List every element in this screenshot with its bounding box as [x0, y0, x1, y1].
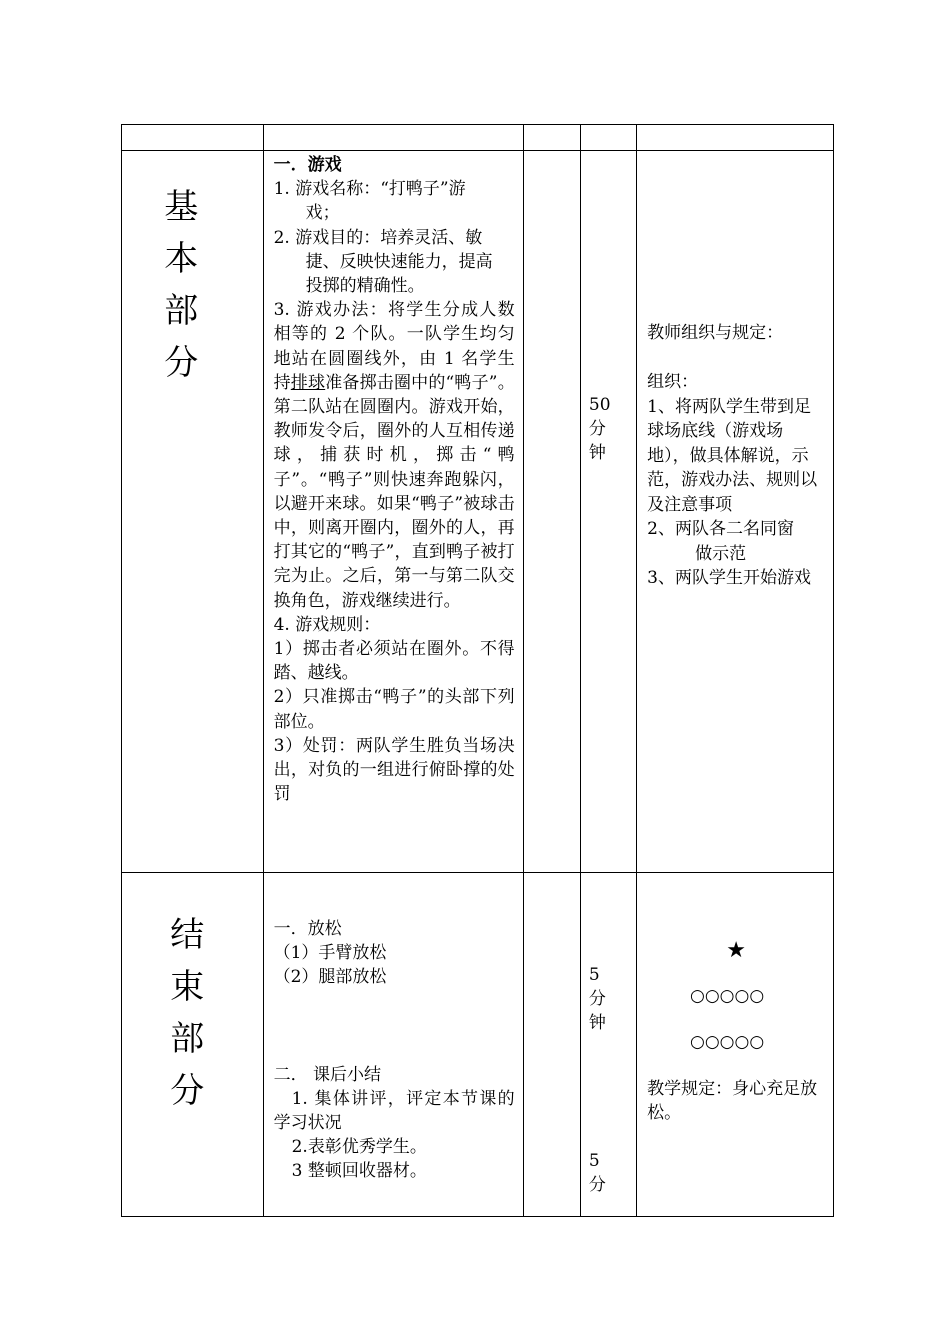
- game-purpose-item: 2. 游戏目的：培养灵活、敏: [273, 227, 483, 248]
- org-item: 2、两队各二名同窗: [647, 519, 794, 539]
- label-char: 结: [170, 915, 205, 955]
- ending-content-cell: [263, 873, 523, 1217]
- game-purpose-cont: 捷、反映快速能力，提高: [305, 251, 493, 272]
- ending-org-cell: [637, 873, 834, 1217]
- teacher-star-icon: ★: [726, 938, 746, 963]
- time-text: 5: [588, 1151, 600, 1171]
- time-text: 分: [588, 419, 606, 439]
- summary-item: 1. 集体讲评，评定本节课的学习状况: [273, 1088, 515, 1134]
- label-char: 部: [170, 1019, 205, 1059]
- relax-item: （1）手臂放松: [273, 943, 387, 964]
- basic-section-label: [122, 151, 264, 873]
- basic-content-cell: [263, 151, 523, 873]
- game-heading: 一．游戏: [273, 155, 342, 175]
- time-text: 分: [588, 989, 606, 1009]
- time-text: 50: [588, 395, 611, 415]
- blank-cell: [523, 151, 580, 873]
- game-rules-title: 4. 游戏规则：: [273, 614, 381, 635]
- org-subtitle: 组织：: [647, 372, 699, 392]
- ending-time-cell: [580, 873, 636, 1217]
- time-text: 分: [588, 1175, 606, 1195]
- game-method: 3. 游戏办法：将学生分成人数相等的 2 个队。一队学生均匀地站在圆圈线外，由 1 名学生持排球准备掷击圈中的“鸭子”。第二队站在圆圈内。游戏开始，教师发令后，圈外的人互相传递球，捕获时机，掷击“鸭子”。“鸭子”则快速奔跑躲闪，以避开来球。如果“鸭子”被球击中，则离开圈内，圈外的人，再打其它的“鸭子”，直到鸭子被打完为止。之后，第一与第二队交换角色，游戏继续进行。: [273, 300, 515, 611]
- lesson-plan-table: [121, 124, 834, 1217]
- blank-cell: [523, 873, 580, 1217]
- header-cell: [523, 125, 580, 151]
- game-rule: 1）掷击者必须站在圈外。不得踏、越线。: [273, 639, 515, 684]
- summary-item: 2.表彰优秀学生。: [291, 1137, 427, 1158]
- game-name-item: 1. 游戏名称：“打鸭子”游: [273, 179, 466, 200]
- label-char: 分: [170, 1071, 205, 1111]
- org-item: 3、两队学生开始游戏: [647, 568, 811, 588]
- game-purpose-cont: 投掷的精确性。: [305, 276, 425, 297]
- teaching-rule: 教学规定：身心充足放松。: [647, 1078, 818, 1123]
- basic-section-row: [122, 151, 834, 873]
- org-item-cont: 做示范: [695, 543, 747, 564]
- game-rule: 2）只准掷击“鸭子”的头部下列部位。: [273, 687, 515, 732]
- ending-section-row: [122, 873, 834, 1217]
- relax-item: （2）腿部放松: [273, 967, 387, 988]
- basic-org-cell: [637, 151, 834, 873]
- time-text: 5: [588, 965, 600, 985]
- label-char: 部: [164, 291, 199, 331]
- org-title: 教师组织与规定：: [647, 323, 784, 343]
- game-name-item-cont: 戏；: [305, 203, 340, 224]
- header-cell: [263, 125, 523, 151]
- header-cell: [637, 125, 834, 151]
- label-char: 基: [164, 187, 199, 227]
- volleyball-term: 排球: [290, 372, 326, 393]
- summary-title: 二． 课后小结: [273, 1064, 381, 1085]
- label-char: 分: [164, 343, 199, 383]
- student-row: ○○○○○: [689, 985, 765, 1006]
- header-cell: [580, 125, 636, 151]
- header-cell: [122, 125, 264, 151]
- label-char: 束: [170, 967, 205, 1007]
- student-row: ○○○○○: [689, 1032, 765, 1052]
- summary-item: 3 整顿回收器材。: [291, 1161, 427, 1182]
- time-text: 钟: [588, 443, 606, 463]
- ending-section-label: [122, 873, 264, 1217]
- org-item: 1、将两队学生带到足球场底线（游戏场地），做具体解说，示范，游戏办法、规则以及注意事项: [647, 396, 818, 515]
- basic-time-cell: [580, 151, 636, 873]
- header-row: [122, 125, 834, 151]
- label-char: 本: [164, 239, 199, 279]
- game-rule: 3）处罚：两队学生胜负当场决出，对负的一组进行俯卧撑的处罚: [273, 735, 515, 805]
- relax-title: 一．放松: [273, 919, 342, 939]
- time-text: 钟: [588, 1013, 606, 1033]
